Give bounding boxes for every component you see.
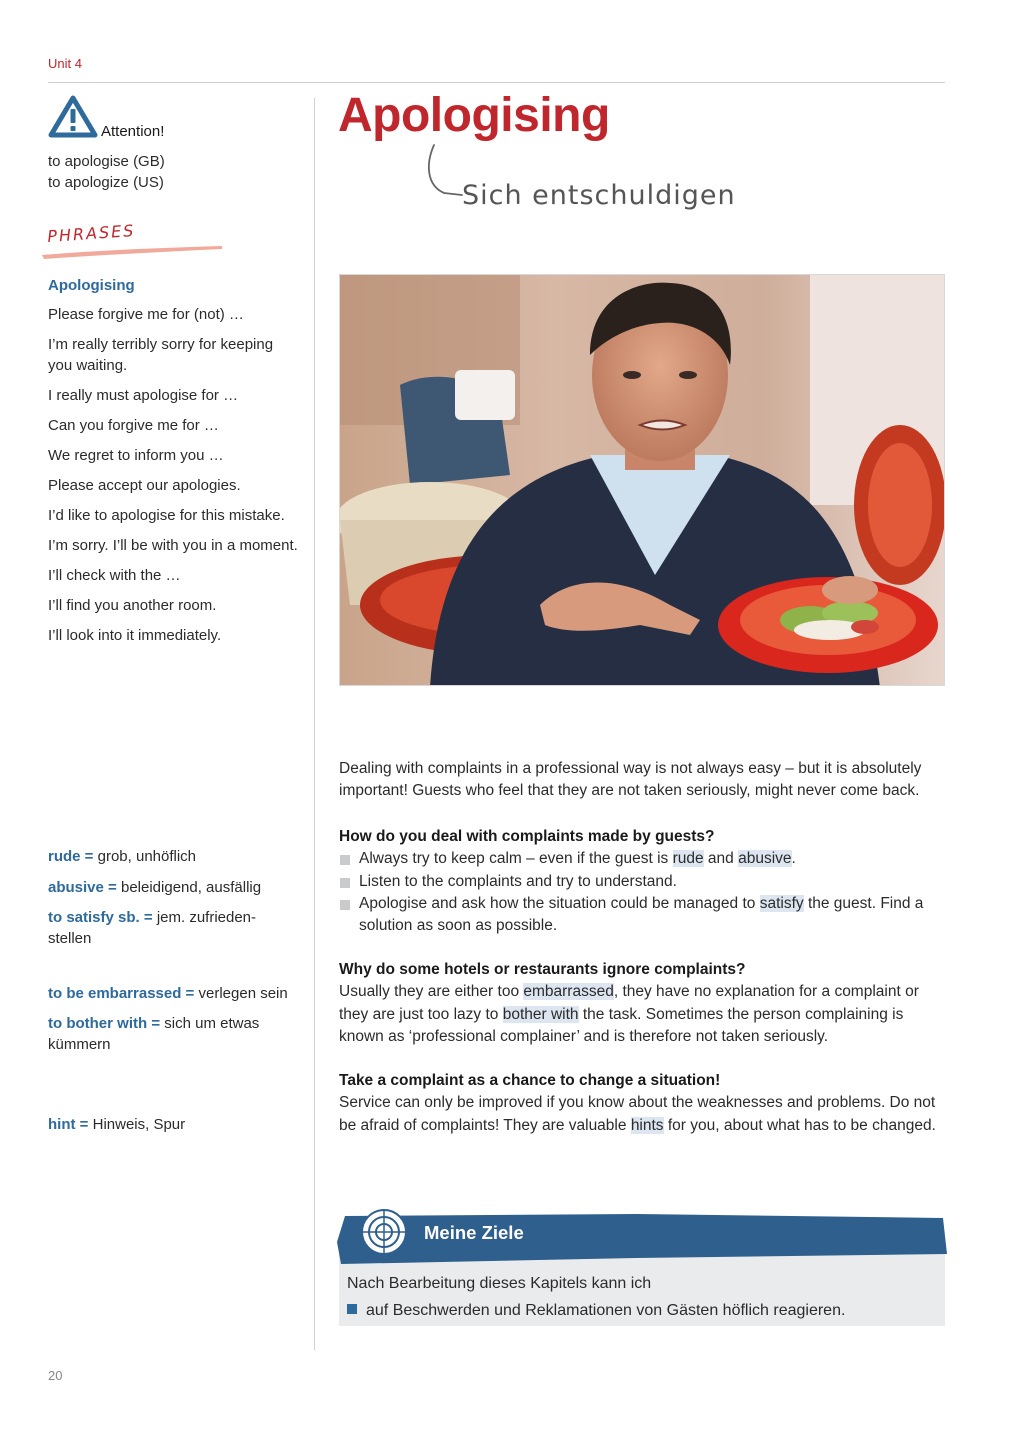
- header-rule: [48, 82, 945, 83]
- phrase-item: We regret to inform you …: [48, 446, 224, 464]
- phrase-item: Please accept our apologies.: [48, 476, 241, 494]
- goals-title: Meine Ziele: [424, 1222, 524, 1243]
- highlight-abusive: abusive: [738, 850, 792, 868]
- phrase-item: Can you forgive me for …: [48, 416, 219, 434]
- vocab-eq: =: [75, 1116, 93, 1133]
- page-subtitle: Sich entschuldigen: [462, 180, 736, 211]
- section-question: How do you deal with complaints made by guests?: [339, 828, 715, 845]
- phrases-list: [48, 305, 298, 657]
- bullet-square: [347, 1304, 357, 1314]
- advice-list: [339, 848, 945, 937]
- complaining-guest-photo: [339, 274, 945, 686]
- advice-item: Apologise and ask how the situation could be managed to satisfy the guest. Find a solution as soon as possible.: [339, 893, 945, 938]
- phrases-heading: PHRASES: [46, 220, 136, 246]
- vocab-term: hint: [48, 1116, 76, 1133]
- vocab-definition: sich um etwas kümmern: [48, 1015, 260, 1053]
- vocab-definition: verlegen sein: [198, 985, 288, 1002]
- vocab-term: rude: [48, 848, 81, 865]
- vocab-entry-abusive: [48, 878, 303, 899]
- section-question: Take a complaint as a chance to change a situation!: [339, 1072, 721, 1089]
- section-ignore-complaints: [339, 959, 945, 1048]
- advice-item: Always try to keep calm – even if the guest is rude and abusive.: [339, 848, 945, 870]
- phrase-item: I’m really terribly sorry for keeping you waiting.: [48, 336, 274, 374]
- attention-line-gb: to apologise (GB): [48, 153, 165, 170]
- section-text: Service can only be improved if you know about the weaknesses and problems. Do not be afraid of complaints! They are valuable hints for you, about what has to be changed.: [339, 1094, 936, 1134]
- vocab-entry-hint: [48, 1115, 303, 1136]
- section-chance-to-change: [339, 1070, 945, 1137]
- phrase-item: I’ll look into it immediately.: [48, 627, 222, 645]
- vocab-entry-embarrassed: [48, 984, 303, 1005]
- advice-item: Listen to the complaints and try to understand.: [339, 871, 945, 893]
- vocab-term: abusive: [48, 879, 104, 896]
- vocab-definition: beleidigend, ausfällig: [120, 879, 262, 896]
- vocab-term: to satisfy sb.: [48, 909, 140, 926]
- phrase-item: Please forgive me for (not) …: [48, 306, 244, 323]
- intro-paragraph: [339, 758, 945, 803]
- section-deal-with-complaints: [339, 826, 945, 937]
- highlight-embarrassed: embarrassed: [523, 983, 614, 1001]
- unit-label: Unit 4: [48, 56, 82, 71]
- page-number: 20: [48, 1368, 63, 1383]
- vocab-definition: Hinweis, Spur: [92, 1116, 186, 1133]
- vocab-definition: jem. zufrieden-stellen: [48, 909, 257, 947]
- highlight-bother-with: bother with: [502, 1005, 579, 1023]
- warning-icon: [48, 95, 98, 139]
- phrase-item: I’ll check with the …: [48, 567, 181, 585]
- vocab-entry-rude: [48, 847, 303, 868]
- vocab-entry-satisfy: [48, 908, 273, 949]
- phrases-title: Apologising: [48, 277, 135, 294]
- vocab-eq: =: [139, 909, 157, 926]
- vocab-term: to be embarrassed: [48, 985, 182, 1002]
- phrase-item: I really must apologise for …: [48, 386, 239, 404]
- phrase-item: I’d like to apologise for this mistake.: [48, 507, 285, 525]
- page-title: Apologising: [338, 89, 610, 142]
- vocab-eq: =: [103, 879, 121, 896]
- highlight-rude: rude: [672, 850, 704, 868]
- section-question: Why do some hotels or restaurants ignore complaints?: [339, 961, 746, 978]
- vocab-eq: =: [80, 848, 98, 865]
- vocab-eq: =: [147, 1015, 165, 1032]
- phrase-item: I’m sorry. I’ll be with you in a moment.: [48, 537, 298, 555]
- attention-line-us: to apologize (US): [48, 174, 164, 191]
- goals-item: auf Beschwerden und Reklamationen von Gästen höflich reagieren.: [347, 1302, 845, 1320]
- section-text: Usually they are either too embarrassed, they have no explanation for a complaint or they are just too lazy to bother with the task. Sometimes the person complaining is known as ‘professional complainer’ and is therefore not taken seriously.: [339, 983, 919, 1045]
- attention-label: Attention!: [101, 123, 165, 140]
- vocab-term: to bother with: [48, 1015, 148, 1032]
- vocab-eq: =: [181, 985, 199, 1002]
- intro-text: Dealing with complaints in a professional way is not always easy – but it is absolutely important! Guests who feel that they are not taken seriously, might never come back.: [339, 760, 922, 800]
- vocab-definition: grob, unhöflich: [97, 848, 197, 865]
- target-icon: [360, 1208, 408, 1256]
- phrase-item: I’ll find you another room.: [48, 597, 217, 615]
- column-divider: [314, 98, 315, 1350]
- goals-intro: Nach Bearbeitung dieses Kapitels kann ich: [347, 1275, 652, 1292]
- vocab-entry-bother: [48, 1014, 303, 1055]
- highlight-satisfy: satisfy: [759, 894, 804, 912]
- highlight-hints: hints: [630, 1116, 664, 1134]
- handwritten-bracket: [424, 143, 464, 201]
